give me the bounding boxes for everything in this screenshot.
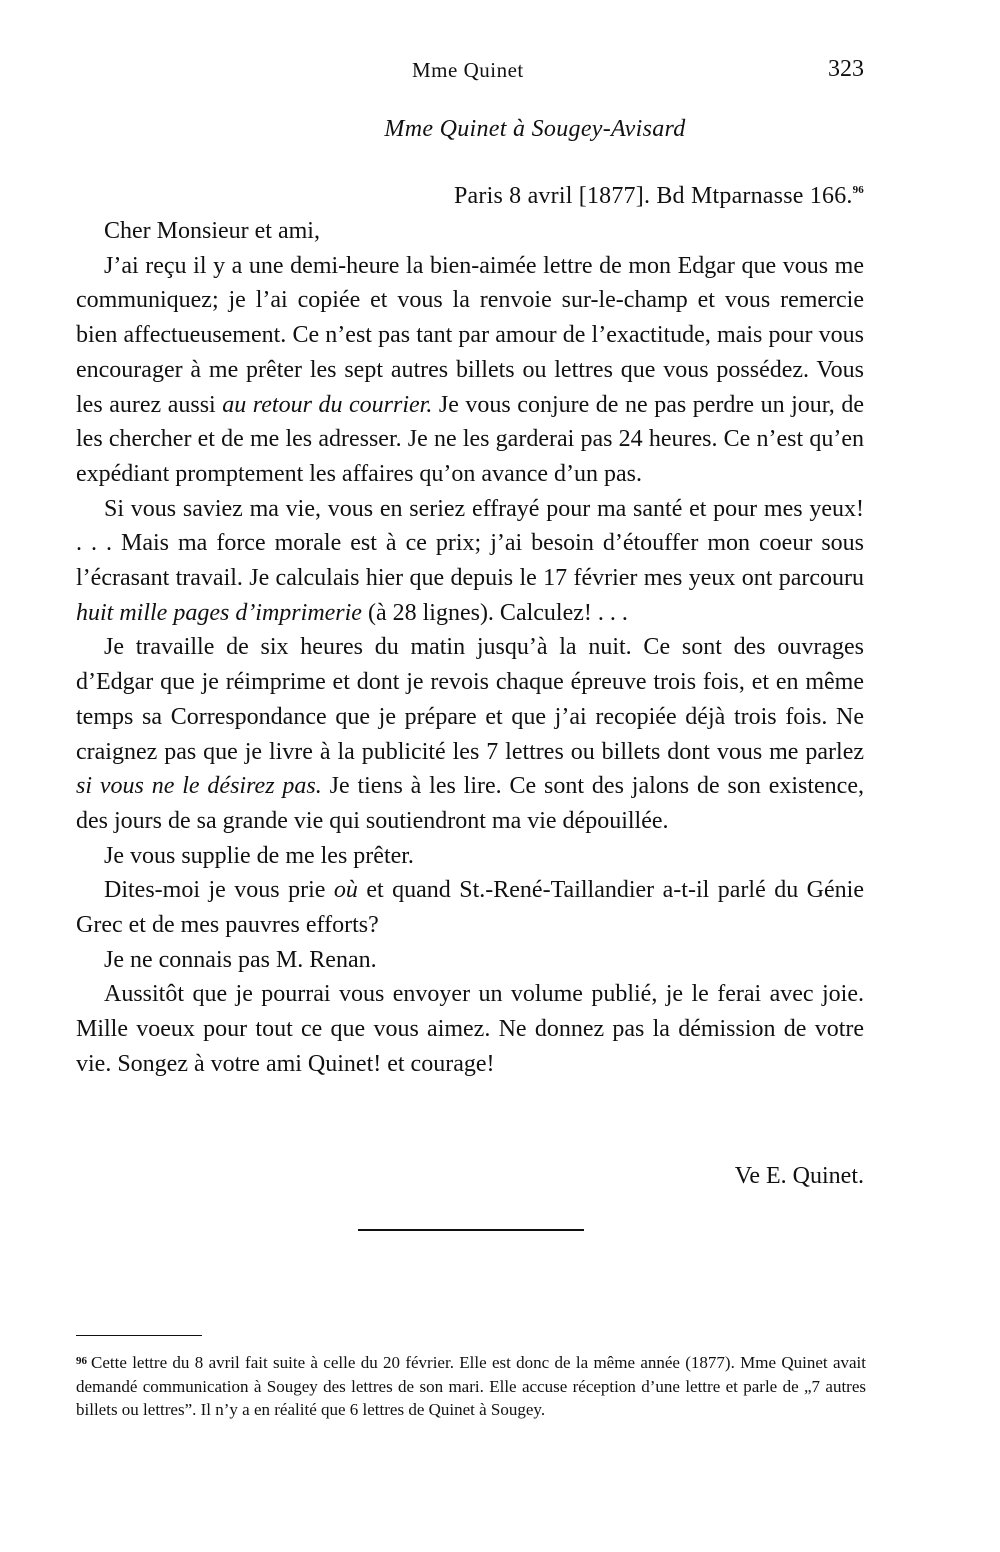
paragraph-5-text-b: et quand St.-René-Taillandier a-t-il parlé du Génie Grec et de mes pauvres efforts? (76, 877, 864, 939)
letter-body (76, 214, 864, 1082)
paragraph-6: Je ne connais pas M. Renan. (104, 946, 377, 973)
paragraph-5 (76, 873, 864, 942)
dateline (454, 183, 864, 210)
paragraph-7: Aussitôt que je pourrai vous envoyer un volume publié, je le ferai avec joie. Mille voeux pour tout ce que vous aimez. Ne donnez pas la démission de votre vie. Songez à votre ami Quinet! et courage! (76, 981, 864, 1077)
page-number: 323 (828, 56, 864, 82)
signature: Ve E. Quinet. (734, 1163, 864, 1189)
section-divider (358, 1229, 584, 1231)
paragraph-2-text-a: Si vous saviez ma vie, vous en seriez effrayé pour ma santé et pour mes yeux! . . . Mais ma force morale est à ce prix; j’ai besoin d’étouffer mon coeur sous l’écrasant travail. Je calculais hier que depuis le 17 février mes yeux ont parcouru (76, 495, 864, 592)
paragraph-1-text-a: J’ai reçu il y a une demi-heure la bien-aimée lettre de mon Edgar que vous me communiquez; je l’ai copiée et vous la renvoie sur-le-champ et vous remercie bien affectueusement. Ce n’est pas tant par amour de l’exactitude, mais pour vous encourager à me prêter les sept autres billets ou lettres que vous possédez. Vous les aurez aussi (76, 252, 864, 418)
running-head (0, 56, 1000, 86)
paragraph-1-text-b: Je vous conjure de ne pas perdre un jour, de les chercher et de me les adresser. Je ne les garderai pas 24 heures. Ce n’est qu’en expédiant promptement les affaires qu’on avance d’un pas. (76, 391, 865, 487)
paragraph-2-emphasis: huit mille pages d’imprimerie (76, 599, 362, 626)
paragraph-3-emphasis: si vous ne le désirez pas. (76, 773, 322, 800)
paragraph-1-emphasis: au retour du courrier. (222, 391, 433, 418)
paragraph-5-emphasis: où (333, 877, 358, 904)
paragraph-3-text-b: Je tiens à les lire. Ce sont des jalons de son existence, des jours de sa grande vie qui soutiendront ma vie dépouillée. (76, 773, 864, 834)
paragraph-2 (76, 492, 864, 631)
paragraph-2-text-b: (à 28 lignes). Calculez! . . . (361, 599, 628, 626)
dateline-text: Paris 8 avril [1877]. Bd Mtparnasse 166. (453, 183, 853, 209)
footnote (76, 1350, 866, 1422)
footnote-separator (76, 1335, 202, 1336)
footnote-text: Cette lettre du 8 avril fait suite à celle du 20 février. Elle est donc de la même année (1877). Mme Quinet avait demandé communication à Sougey des lettres de son mari. Elle accuse réception d’une lettre et parle de „7 autres billets ou lettres”. Il n’y a en réalité que 6 lettres de Quinet à Sougey. (76, 1353, 866, 1419)
running-head-title: Mme Quinet (412, 58, 524, 82)
paragraph-3-text-a: Je travaille de six heures du matin jusqu’à la nuit. Ce sont des ouvrages d’Edgar que je réimprime et dont je revois chaque épreuve trois fois, et en même temps sa Correspondance que je prépare et que j’ai recopiée déjà trois fois. Ne craignez pas que je livre à la publicité les 7 lettres ou billets dont vous me parlez (76, 634, 864, 765)
salutation: Cher Monsieur et ami, (104, 218, 320, 244)
paragraph-4: Je vous supplie de me les prêter. (104, 842, 414, 869)
footnote-number: 96 (76, 1355, 87, 1367)
letter-heading: Mme Quinet à Sougey-Avisard (384, 116, 686, 142)
paragraph-1 (76, 249, 864, 492)
paragraph-3 (76, 630, 864, 838)
footnote-reference: 96 (852, 184, 864, 196)
paragraph-5-text-a: Dites-moi je vous prie (104, 877, 334, 904)
